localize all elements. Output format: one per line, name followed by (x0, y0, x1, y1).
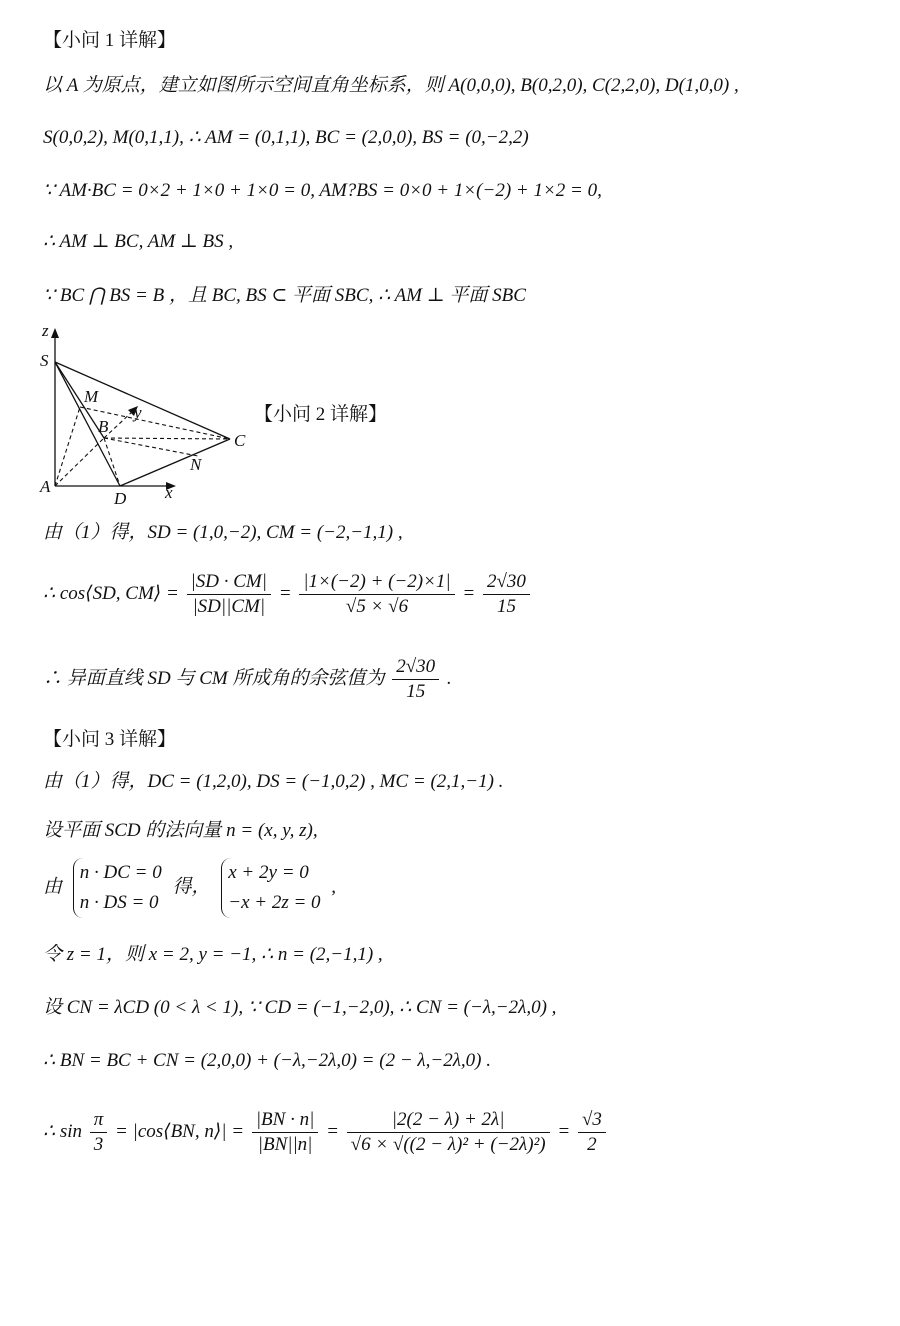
part3-line6: ∴ BN = BC + CN = (2,0,0) + (−λ,−2λ,0) = (2 − λ,−2λ,0) . (43, 1050, 492, 1071)
part3-line5: 设 CN = λCD (0 < λ < 1), ∵ CD = (−1,−2,0), ∴ CN = (−λ,−2λ,0) , (43, 997, 557, 1018)
part2-heading: 【小问 2 详解】 (254, 404, 388, 425)
y-axis (104, 410, 134, 438)
part3-heading: 【小问 3 详解】 (43, 729, 177, 750)
conclusion-fraction: $\frac{2√30}{15}$ (392, 655, 439, 704)
cos-fraction-2: $\frac{|1\times(-2) + (-2)\times 1|}{√5 \times √6}$ (299, 570, 454, 619)
sin-fraction-3: $\frac{√3}{2}$ (578, 1108, 606, 1157)
system-1: n · DC = 0 n · DS = 0 (73, 858, 162, 918)
pi-over-3: $\frac{\pi}{3}$ (90, 1108, 108, 1157)
coordinate-figure (38, 322, 258, 507)
label-S: S (40, 351, 49, 370)
edge-SD (55, 362, 120, 486)
part3-sin-equation: ∴ sin $\frac{\pi}{3}$ = |cos⟨BN, n⟩| = $\frac{|BN \cdot n|}{|BN||n|}$ = $\frac{|2(2 - \lambda) + 2\lambda|}{\text{√6 × √((2 − λ)² + (−2λ)²)}}$ = $\frac{√3}{2}$ (43, 1108, 609, 1157)
part3-line4: 令 z = 1，则 x = 2, y = −1, ∴ n = (2,−1,1) , (43, 944, 383, 965)
z-axis-arrow (51, 328, 59, 338)
label-N: N (190, 455, 202, 474)
system-2: x + 2y = 0 −x + 2z = 0 (221, 858, 320, 918)
edge-SC (55, 362, 230, 439)
part3-line1: 由（1）得，DC = (1,2,0), DS = (−1,0,2) , MC = (2,1,−1) . (43, 771, 504, 792)
part2-conclusion: ∴ 异面直线 SD 与 CM 所成角的余弦值为 $\frac{2√30}{15}$ . (43, 656, 452, 702)
part2-cos-equation: ∴ cos⟨SD, CM⟩ = $\frac{|SD \cdot CM|}{|SD||CM|}$ = $\frac{|1\times(-2) + (-2)\times 1|}{√5 \times √6}$ = $\frac{2√30}{15}$ (43, 570, 533, 619)
cos-lhs: ∴ cos⟨SD, CM⟩ = (43, 582, 179, 604)
part1-line1: 以 A 为原点，建立如图所示空间直角坐标系，则 A(0,0,0), B(0,2,0), C(2,2,0), D(1,0,0) , (43, 75, 739, 96)
edge-BN (104, 438, 198, 456)
label-C: C (234, 431, 246, 450)
label-z: z (42, 322, 49, 340)
part1-line2: S(0,0,2), M(0,1,1), ∴ AM = (0,1,1), BC = (2,0,0), BS = (0,−2,2) (43, 127, 529, 148)
cos-fraction-3: $\frac{2√30}{15}$ (483, 570, 530, 619)
label-D: D (114, 489, 127, 507)
edge-DC (120, 439, 230, 486)
label-x: x (165, 483, 173, 502)
cos-fraction-1: $\frac{|SD \cdot CM|}{|SD||CM|}$ (187, 570, 271, 619)
part1-line4: ∴ AM ⊥ BC, AM ⊥ BS , (43, 231, 234, 252)
part3-system: 由 n · DC = 0 n · DS = 0 得， x + 2y = 0 −x + 2z = 0 , (43, 858, 336, 918)
part1-heading: 【小问 1 详解】 (43, 30, 177, 51)
label-M: M (84, 387, 99, 406)
label-y: y (134, 403, 142, 422)
part3-line2: 设平面 SCD 的法向量 n = (x, y, z), (43, 820, 318, 841)
part2-line1: 由（1）得，SD = (1,0,−2), CM = (−2,−1,1) , (43, 522, 403, 543)
part1-line5: ∵ BC ⋂ BS = B ，且 BC, BS ⊂ 平面 SBC, ∴ AM ⊥ 平面 SBC (43, 285, 526, 306)
sin-fraction-2: $\frac{|2(2 - \lambda) + 2\lambda|}{\text{√6 × √((2 − λ)² + (−2λ)²)}}$ (347, 1108, 550, 1157)
edge-BC (104, 438, 230, 439)
edge-AB (55, 438, 104, 486)
label-A: A (40, 477, 51, 496)
part1-line3: ∵ AM·BC = 0×2 + 1×0 + 1×0 = 0, AM?BS = 0×0 + 1×(−2) + 1×2 = 0, (43, 180, 602, 201)
label-B: B (98, 417, 109, 436)
sin-fraction-1: $\frac{|BN \cdot n|}{|BN||n|}$ (252, 1108, 318, 1157)
edge-BD (104, 438, 120, 486)
